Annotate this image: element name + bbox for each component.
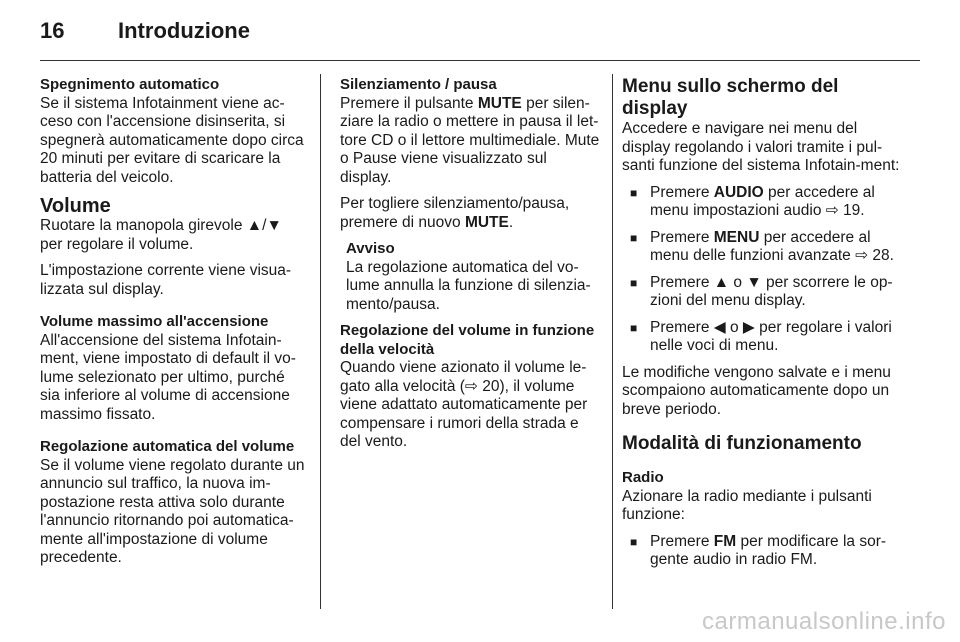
menu-bullet-list bbox=[622, 184, 904, 356]
radio-bullet-list bbox=[622, 533, 904, 570]
auto-volume-text: Se il volume viene regolato durante un annuncio sul traffico, la nuova im-postazione resta attiva solo durante l'annuncio ritornando poi automatica-mente all'impostazione di volume precedente. bbox=[40, 456, 305, 566]
max-volume-heading: Volume massimo all'accensione bbox=[40, 313, 269, 330]
list-item: ■ Premere AUDIO per accedere al menu impostazioni audio ⇨ 19. bbox=[630, 183, 875, 219]
page-header bbox=[40, 18, 920, 48]
mute-key: MUTE bbox=[477, 94, 522, 112]
radio-heading: Radio bbox=[622, 469, 664, 486]
column-2 bbox=[340, 76, 602, 460]
column-1 bbox=[40, 76, 306, 576]
speed-volume-text: Quando viene azionato il volume le-gato alla velocità (⇨ 20), il volume viene adattato automaticamente per compensare i rumori della strada e del vento. bbox=[340, 359, 588, 450]
column-divider-2 bbox=[612, 74, 613, 609]
menu-intro: Accedere e navigare nei menu del display regolando i valori tramite i pul-santi funzione del sistema Infotain-ment: bbox=[622, 120, 900, 174]
volume-text-2: L'impostazione corrente viene visua-lizzata sul display. bbox=[40, 262, 292, 298]
max-volume-text: All'accensione del sistema Infotain-ment, viene impostato di default il vo-lume selezionato per ultimo, purché sia inferiore al volume di accensione massimo fissato. bbox=[40, 331, 296, 423]
menu-outro: Le modifiche vengono salvate e i menu scompaiono automaticamente dopo un breve periodo. bbox=[622, 363, 891, 418]
list-item: ■ Premere FM per modificare la sor-gente audio in radio FM. bbox=[630, 532, 887, 568]
page-number: 16 bbox=[40, 18, 65, 43]
mute-text: Premere il pulsante MUTE per silen-ziare la radio o mettere in pausa il let-tore CD o il lettore multimediale. Mute o Pause viene visualizzato sul display. bbox=[340, 94, 600, 186]
mute-heading: Silenziamento / pausa bbox=[340, 76, 497, 93]
bullet-icon: ■ bbox=[630, 275, 638, 290]
note-box bbox=[346, 240, 602, 314]
watermark: carmanualsonline.info bbox=[702, 608, 946, 635]
modes-heading: Modalità di funzionamento bbox=[622, 433, 862, 454]
page-title: Introduzione bbox=[118, 18, 250, 43]
mute-key-2: MUTE bbox=[464, 213, 509, 231]
list-item: ■ Premere MENU per accedere al menu delle funzioni avanzate ⇨ 28. bbox=[630, 228, 894, 264]
header-divider bbox=[40, 60, 920, 61]
auto-volume-heading: Regolazione automatica del volume bbox=[40, 438, 295, 455]
auto-off-heading: Spegnimento automatico bbox=[40, 76, 220, 93]
auto-off-text: Se il sistema Infotainment viene ac-ceso con l'accensione disinserita, si spegnerà automaticamente dopo circa 20 minuti per evitare di scaricare la batteria del veicolo. bbox=[40, 94, 304, 186]
radio-text: Azionare la radio mediante i pulsanti funzione: bbox=[622, 487, 872, 523]
list-item: ■ Premere ◀ o ▶ per regolare i valori nelle voci di menu. bbox=[630, 318, 892, 354]
column-3 bbox=[622, 76, 904, 578]
volume-heading: Volume bbox=[40, 195, 111, 217]
unmute-text: Per togliere silenziamento/pausa, premere di nuovo MUTE. bbox=[340, 195, 570, 231]
bullet-icon: ■ bbox=[630, 230, 638, 245]
bullet-icon: ■ bbox=[630, 185, 638, 200]
menu-heading: Menu sullo schermo del display bbox=[622, 76, 839, 119]
column-divider-1 bbox=[320, 74, 321, 609]
note-heading: Avviso bbox=[346, 240, 395, 257]
note-text: La regolazione automatica del vo-lume annulla la funzione di silenzia-mento/pausa. bbox=[346, 258, 591, 313]
bullet-icon: ■ bbox=[630, 320, 638, 335]
speed-volume-heading: Regolazione del volume in funzione della velocità bbox=[340, 322, 595, 358]
bullet-icon: ■ bbox=[630, 534, 638, 549]
list-item: ■ Premere ▲ o ▼ per scorrere le op-zioni del menu display. bbox=[630, 273, 893, 309]
volume-text-1: Ruotare la manopola girevole ▲/▼ per regolare il volume. bbox=[40, 217, 282, 253]
